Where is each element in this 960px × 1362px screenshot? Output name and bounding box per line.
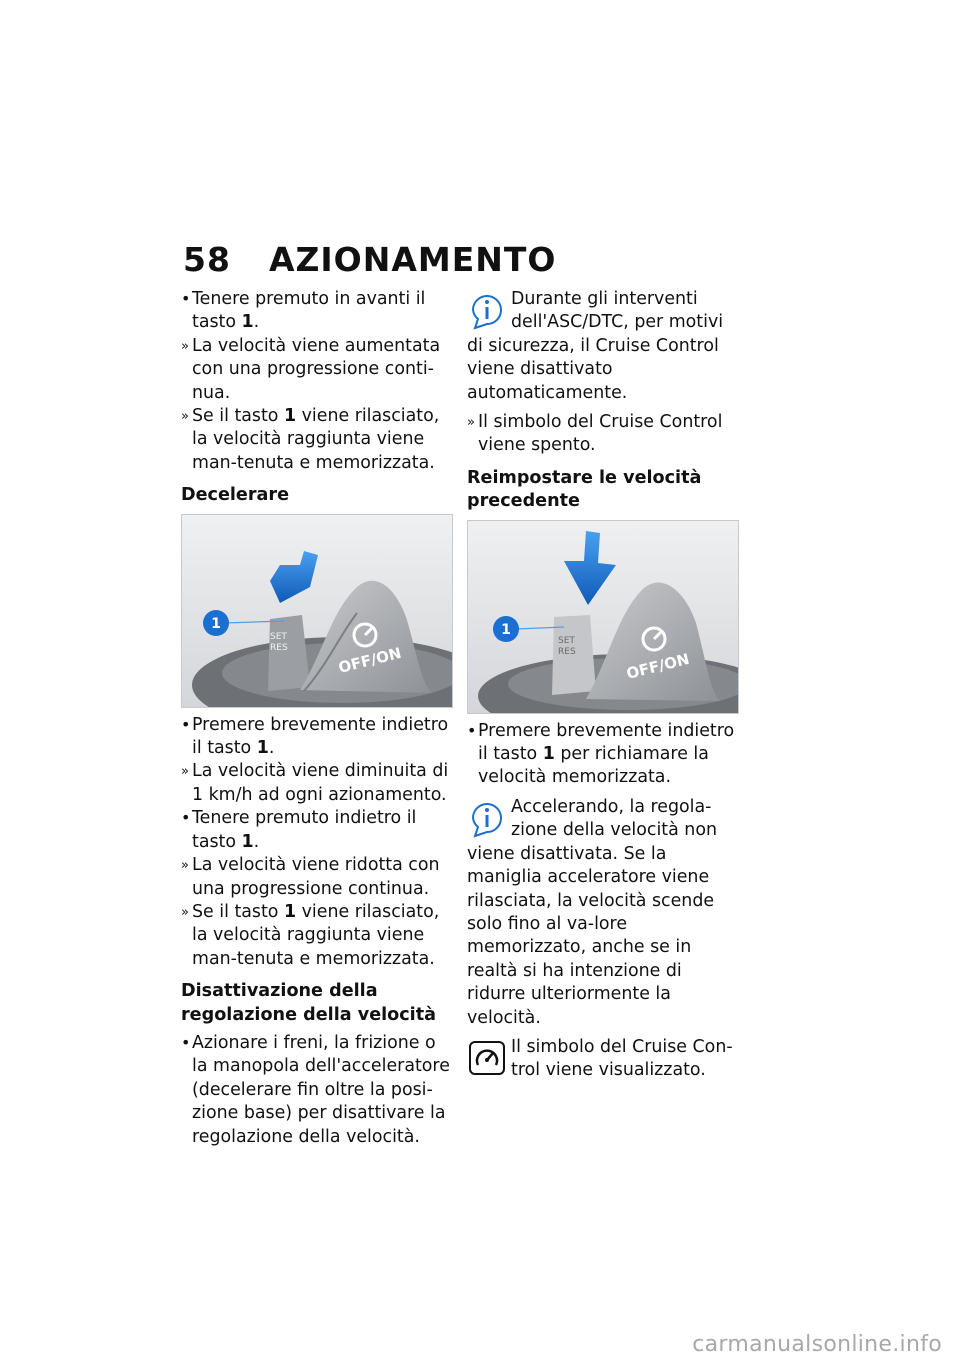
page-header: [183, 240, 556, 279]
info-icon: [467, 798, 507, 838]
note-asc-text: Durante gli interventi dell'ASC/DTC, per motivi di sicurezza, il Cruise Control viene disattivato automaticamente.: [467, 289, 724, 403]
figure-resume: [467, 520, 739, 714]
list-item: » La velocità viene ridotta con una progressione continua.: [181, 855, 440, 899]
list-item: » Se il tasto 1 viene rilasciato, la velocità raggiunta viene man-tenuta e memorizzata.: [181, 406, 440, 473]
heading-resume: Reimpostare le velocità precedente: [467, 467, 702, 512]
list-item: » Se il tasto 1 viene rilasciato, la velocità raggiunta viene man-tenuta e memorizzata.: [181, 901, 440, 969]
list-item: • Tenere premuto in avanti il tasto 1.: [181, 289, 426, 333]
set-label: SET: [558, 635, 575, 646]
svg-text:1: 1: [501, 621, 511, 638]
cruise-control-switch-illustration: [468, 521, 738, 713]
page-number: 58: [183, 240, 231, 279]
info-note-asc: [467, 288, 739, 405]
note-cruise-symbol-text: Il simbolo del Cruise Con-trol viene visualizzato.: [511, 1036, 733, 1081]
list-item: • Tenere premuto indietro il tasto 1.: [181, 808, 417, 852]
off-on-label: OFF/ON: [336, 643, 404, 677]
left-top-list: [181, 288, 453, 475]
left-deactivate-list: [181, 1032, 453, 1149]
list-item: » Il simbolo del Cruise Control viene spento.: [467, 412, 723, 456]
cruise-symbol-note: [467, 1036, 739, 1083]
cruise-control-switch-illustration: [182, 515, 452, 707]
list-item: » La velocità viene aumentata con una progressione conti-nua.: [181, 335, 441, 403]
res-label: RES: [270, 642, 288, 653]
right-column: [467, 288, 739, 1083]
set-label: SET: [270, 631, 287, 642]
info-icon: [467, 290, 507, 330]
figure-decelerate: [181, 514, 453, 708]
list-item: • Premere brevemente indietro il tasto 1.: [181, 714, 449, 759]
off-on-label: OFF/ON: [624, 649, 692, 683]
info-note-accelerate: [467, 796, 739, 1030]
list-item: • Azionare i freni, la frizione o la manopola dell'acceleratore (decelerare fin oltre la posi-zione base) per disattivare la regolazione della velocità.: [181, 1032, 450, 1147]
watermark: carmanualsonline.info: [692, 1332, 942, 1357]
heading-deactivate: Disattivazione della regolazione della velocità: [181, 981, 436, 1025]
svg-text:1: 1: [211, 615, 221, 632]
page-title: AZIONAMENTO: [268, 240, 557, 279]
list-item: » La velocità viene diminuita di 1 km/h ad ogni azionamento.: [181, 761, 449, 805]
heading-decelerate: Decelerare: [181, 485, 290, 506]
cruise-control-symbol-icon: [467, 1038, 507, 1078]
note-accelerate-text: Accelerando, la regola-zione della velocità non viene disattivata. Se la maniglia acceleratore viene rilasciata, la velocità scende solo fino al va-lore memorizzato, anche se in realtà si ha intenzione di ridurre ulteriormente la velocità.: [467, 796, 717, 1028]
list-item: • Premere brevemente indietro il tasto 1 per richiamare la velocità memorizzata.: [467, 720, 735, 788]
res-label: RES: [558, 646, 576, 657]
left-decelerate-list: [181, 714, 453, 971]
left-column: [181, 288, 453, 1149]
